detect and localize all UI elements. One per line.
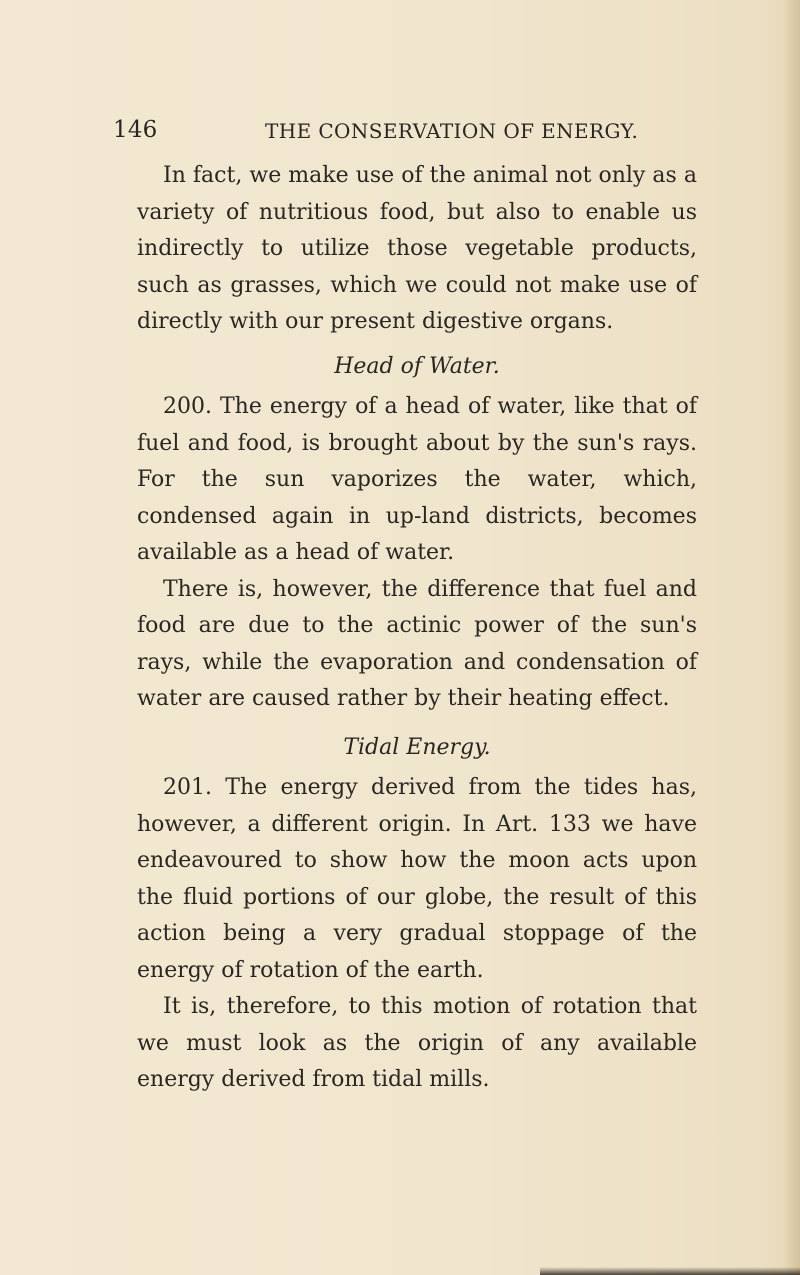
paragraph-rotation: It is, therefore, to this motion of rotation that we must look as the origin of any available energy derived from tidal mills. [137,994,697,1092]
body-text [137,158,697,1099]
paragraph-difference: There is, however, the difference that fuel and food are due to the actinic power of the sun's rays, while the evaporation and condensation of water are caused rather by their heating effect. [137,576,697,711]
page-bottom-edge [540,1267,800,1275]
page-number: 146 [113,117,158,143]
paragraph-201: 201. The energy derived from the tides has, however, a different origin. In Art. 133 we have endeavoured to show how the moon acts upon the fluid portions of our globe, the result of this action being a very gradual stoppage of the energy of rotation of the earth. [137,775,697,983]
paragraph-200: 200. The energy of a head of water, like that of fuel and food, is brought about by the sun's rays. For the sun vaporizes the water, which, condensed again in up-land districts, becomes available as a head of water. [137,394,697,565]
running-header [113,117,683,145]
page-edge-shadow [784,0,800,1275]
section-heading-head-of-water: Head of Water. [334,353,500,379]
running-title: THE CONSERVATION OF ENERGY. [265,119,639,143]
paragraph-animal-food: In fact, we make use of the animal not only as a variety of nutritious food, but also to enable us indirectly to utilize those vegetable products, such as grasses, which we could not make use of directly with our present digestive organs. [137,163,697,334]
section-heading-tidal-energy: Tidal Energy. [343,734,491,760]
